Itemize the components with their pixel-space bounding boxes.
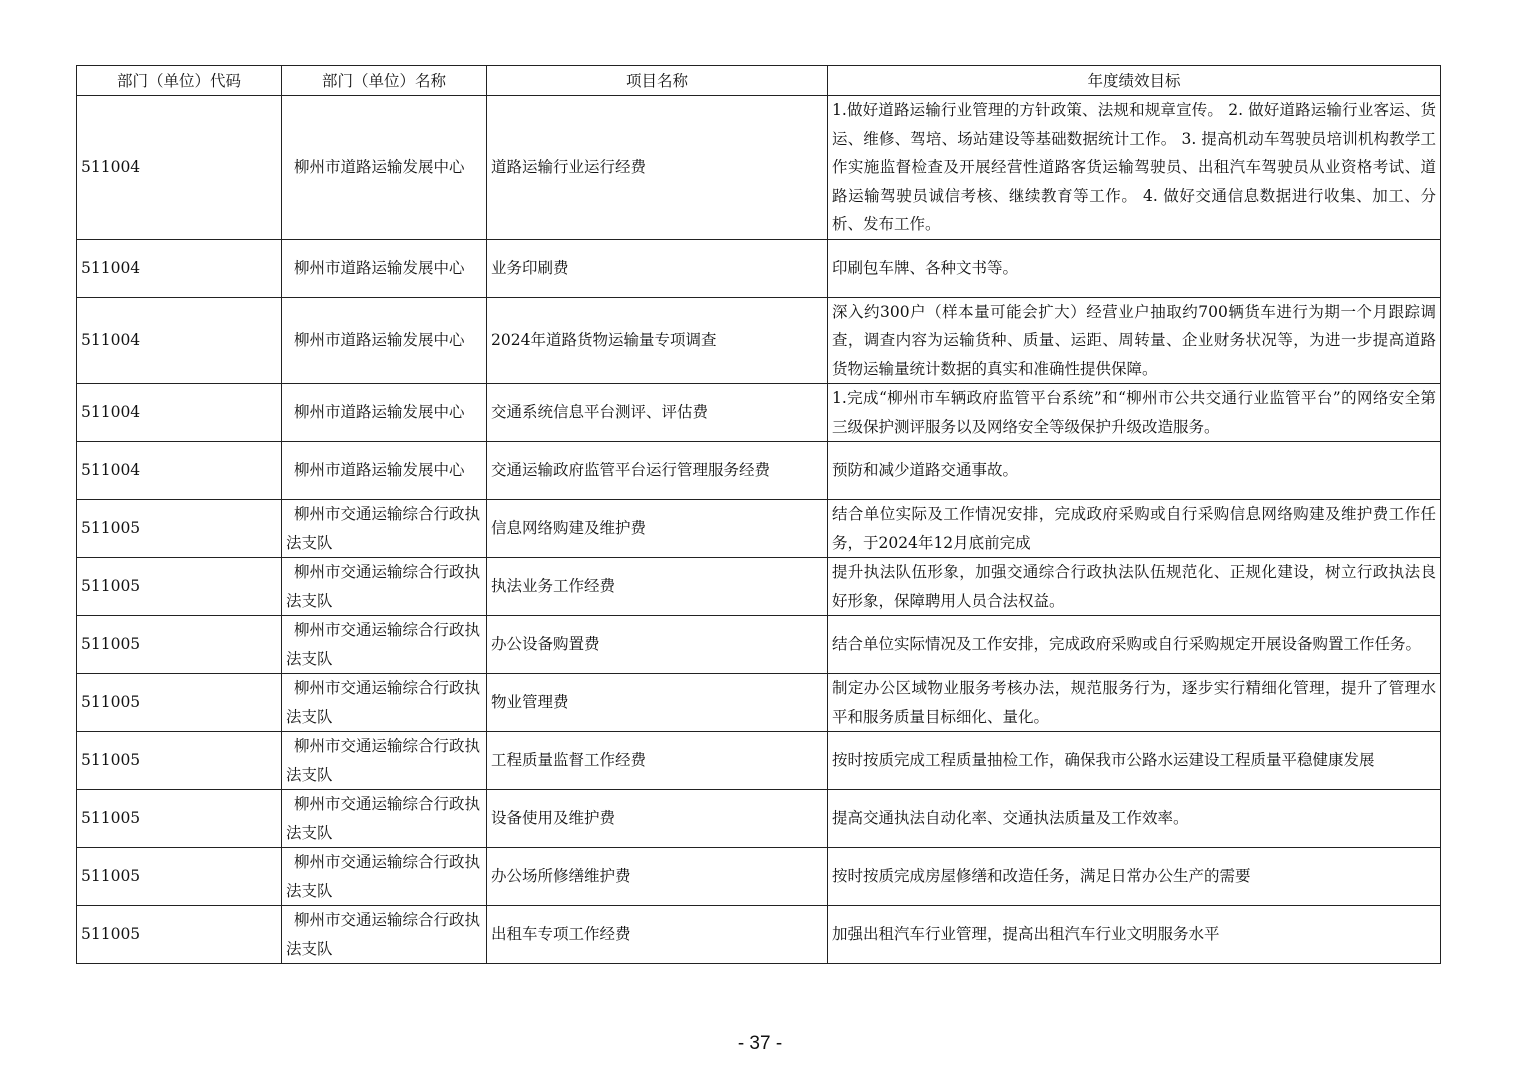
project-name-cell: 交通运输政府监管平台运行管理服务经费: [487, 442, 828, 500]
annual-goal-cell: 深入约300户（样本量可能会扩大）经营业户抽取约700辆货车进行为期一个月跟踪调查，调查内容为运输货种、质量、运距、周转量、企业财务状况等，为进一步提高道路货物运输量统计数据的真实和准确性提供保障。: [828, 297, 1441, 384]
annual-goal-cell: 按时按质完成房屋修缮和改造任务，满足日常办公生产的需要: [828, 848, 1441, 906]
dept-name-cell: 柳州市交通运输综合行政执法支队: [282, 616, 487, 674]
project-name-cell: 物业管理费: [487, 674, 828, 732]
dept-name-cell: 柳州市交通运输综合行政执法支队: [282, 732, 487, 790]
project-name-cell: 道路运输行业运行经费: [487, 96, 828, 240]
dept-code-cell: 511005: [77, 848, 282, 906]
annual-goal-cell: 制定办公区域物业服务考核办法，规范服务行为，逐步实行精细化管理，提升了管理水平和服务质量目标细化、量化。: [828, 674, 1441, 732]
header-project-name: 项目名称: [487, 66, 828, 96]
dept-code-cell: 511005: [77, 558, 282, 616]
table-row: [77, 674, 1441, 732]
dept-code-cell: 511005: [77, 732, 282, 790]
table-row: [77, 500, 1441, 558]
header-dept-code: 部门（单位）代码: [77, 66, 282, 96]
dept-code-cell: 511005: [77, 616, 282, 674]
project-name-cell: 出租车专项工作经费: [487, 906, 828, 964]
table-row: [77, 442, 1441, 500]
dept-name-cell: 柳州市交通运输综合行政执法支队: [282, 790, 487, 848]
table-row: [77, 239, 1441, 297]
dept-name-cell: 柳州市道路运输发展中心: [282, 297, 487, 384]
annual-goal-cell: 提高交通执法自动化率、交通执法质量及工作效率。: [828, 790, 1441, 848]
table-row: [77, 297, 1441, 384]
table-row: [77, 732, 1441, 790]
dept-code-cell: 511004: [77, 297, 282, 384]
annual-goal-cell: 加强出租汽车行业管理，提高出租汽车行业文明服务水平: [828, 906, 1441, 964]
dept-name-cell: 柳州市道路运输发展中心: [282, 239, 487, 297]
table-row: [77, 384, 1441, 442]
project-name-cell: 办公设备购置费: [487, 616, 828, 674]
table-row: [77, 848, 1441, 906]
annual-goal-cell: 结合单位实际及工作情况安排，完成政府采购或自行采购信息网络购建及维护费工作任务，于2024年12月底前完成: [828, 500, 1441, 558]
dept-name-cell: 柳州市交通运输综合行政执法支队: [282, 906, 487, 964]
dept-name-cell: 柳州市交通运输综合行政执法支队: [282, 848, 487, 906]
project-name-cell: 工程质量监督工作经费: [487, 732, 828, 790]
project-name-cell: 业务印刷费: [487, 239, 828, 297]
annual-goal-cell: 印刷包车牌、各种文书等。: [828, 239, 1441, 297]
table-row: [77, 906, 1441, 964]
dept-name-cell: 柳州市道路运输发展中心: [282, 96, 487, 240]
dept-code-cell: 511005: [77, 500, 282, 558]
project-name-cell: 信息网络购建及维护费: [487, 500, 828, 558]
header-dept-name: 部门（单位）名称: [282, 66, 487, 96]
annual-goal-cell: 结合单位实际情况及工作安排，完成政府采购或自行采购规定开展设备购置工作任务。: [828, 616, 1441, 674]
annual-goal-cell: 按时按质完成工程质量抽检工作，确保我市公路水运建设工程质量平稳健康发展: [828, 732, 1441, 790]
dept-code-cell: 511005: [77, 674, 282, 732]
dept-name-cell: 柳州市道路运输发展中心: [282, 442, 487, 500]
dept-code-cell: 511004: [77, 442, 282, 500]
table-body: [77, 96, 1441, 964]
dept-code-cell: 511004: [77, 384, 282, 442]
project-name-cell: 办公场所修缮维护费: [487, 848, 828, 906]
table-row: [77, 616, 1441, 674]
table-row: [77, 96, 1441, 240]
annual-goal-cell: 提升执法队伍形象，加强交通综合行政执法队伍规范化、正规化建设，树立行政执法良好形象，保障聘用人员合法权益。: [828, 558, 1441, 616]
table-row: [77, 558, 1441, 616]
project-name-cell: 2024年道路货物运输量专项调查: [487, 297, 828, 384]
table-header: [77, 66, 1441, 96]
project-name-cell: 执法业务工作经费: [487, 558, 828, 616]
table-row: [77, 790, 1441, 848]
dept-name-cell: 柳州市交通运输综合行政执法支队: [282, 558, 487, 616]
dept-name-cell: 柳州市交通运输综合行政执法支队: [282, 674, 487, 732]
dept-name-cell: 柳州市道路运输发展中心: [282, 384, 487, 442]
project-name-cell: 交通系统信息平台测评、评估费: [487, 384, 828, 442]
header-annual-goal: 年度绩效目标: [828, 66, 1441, 96]
dept-code-cell: 511004: [77, 96, 282, 240]
dept-code-cell: 511005: [77, 906, 282, 964]
dept-code-cell: 511004: [77, 239, 282, 297]
page-number: - 37 -: [737, 1033, 783, 1054]
header-row: [77, 66, 1441, 96]
performance-table: [76, 65, 1441, 964]
annual-goal-cell: 1.做好道路运输行业管理的方针政策、法规和规章宣传。 2. 做好道路运输行业客运、货运、维修、驾培、场站建设等基础数据统计工作。 3. 提高机动车驾驶员培训机构教学工作实施监督检查及开展经营性道路客货运输驾驶员、出租汽车驾驶员从业资格考试、道路运输驾驶员诚信考核、继续教育等工作。 4. 做好交通信息数据进行收集、加工、分析、发布工作。: [828, 96, 1441, 240]
project-name-cell: 设备使用及维护费: [487, 790, 828, 848]
dept-name-cell: 柳州市交通运输综合行政执法支队: [282, 500, 487, 558]
annual-goal-cell: 预防和减少道路交通事故。: [828, 442, 1441, 500]
annual-goal-cell: 1.完成“柳州市车辆政府监管平台系统”和“柳州市公共交通行业监管平台”的网络安全第三级保护测评服务以及网络安全等级保护升级改造服务。: [828, 384, 1441, 442]
dept-code-cell: 511005: [77, 790, 282, 848]
